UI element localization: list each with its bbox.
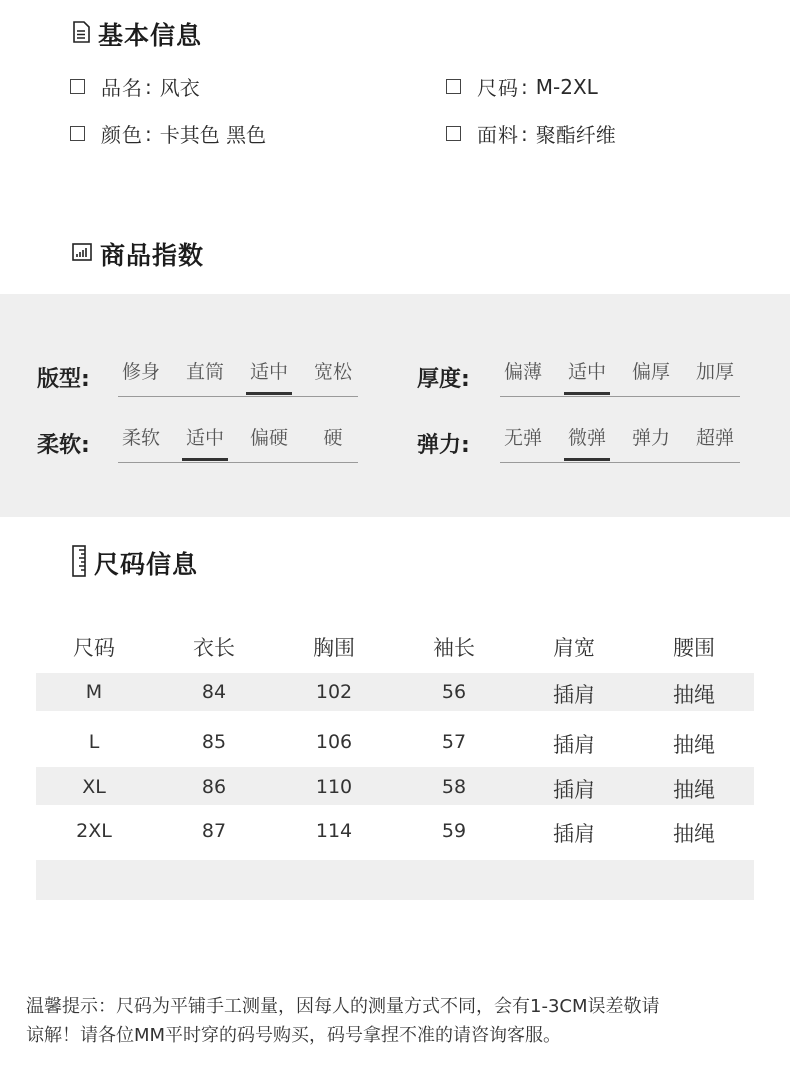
index-options-elasticity: [500, 424, 740, 463]
index-option: 无弹: [503, 427, 542, 449]
bar-chart-icon: [72, 242, 92, 266]
table-cell: M: [85, 681, 103, 703]
index-options-fit: [118, 358, 358, 397]
info-item-size: 尺码 : M-2XL: [446, 72, 598, 101]
ruler-icon: [72, 545, 86, 581]
table-row-bg: [36, 860, 754, 900]
info-value: 聚酯纤维: [535, 123, 616, 147]
index-option-selected: 适中: [182, 424, 228, 452]
info-value: M-2XL: [535, 74, 598, 99]
table-cell: 56: [441, 681, 467, 703]
info-item-color: 颜色 : 卡其色 黑色: [70, 119, 266, 148]
info-key: 尺码: [477, 76, 519, 100]
table-cell: L: [88, 731, 100, 753]
info-key: 面料: [477, 123, 519, 147]
table-cell: 抽绳: [673, 683, 715, 707]
size-note-line-1: 温馨提示：尺码为平铺手工测量，因每人的测量方式不同，会有1-3CM误差敬请: [26, 996, 660, 1017]
table-cell: 插肩: [553, 683, 595, 707]
index-option: 宽松: [313, 361, 352, 383]
index-option: 弹力: [631, 427, 670, 449]
index-option: 超弹: [695, 427, 734, 449]
size-header: [72, 545, 198, 581]
size-col-header: 腰围: [673, 636, 715, 660]
index-option: 直筒: [185, 361, 224, 383]
index-label-fit: 版型:: [37, 367, 90, 392]
document-icon: [72, 21, 90, 47]
info-item-fabric: 面料 : 聚酯纤维: [446, 119, 616, 148]
size-col-header: 肩宽: [553, 636, 595, 660]
index-option: 柔软: [121, 427, 160, 449]
checkbox-icon: [446, 79, 461, 94]
basic-info-title: 基本信息: [98, 21, 203, 50]
checkbox-icon: [70, 126, 85, 141]
table-cell: 86: [201, 776, 227, 798]
index-option-selected: 适中: [564, 358, 610, 386]
table-cell: 87: [201, 820, 227, 842]
table-cell: 插肩: [553, 778, 595, 802]
index-option-selected: 适中: [246, 358, 292, 386]
index-label-elasticity: 弹力:: [417, 433, 470, 458]
index-band: [0, 294, 790, 517]
table-cell: 抽绳: [673, 778, 715, 802]
table-cell: XL: [82, 776, 106, 798]
checkbox-icon: [70, 79, 85, 94]
size-col-header: 胸围: [313, 636, 355, 660]
table-cell: 插肩: [553, 822, 595, 846]
table-cell: 102: [315, 681, 353, 703]
index-option: 硬: [323, 427, 343, 449]
info-item-name: 品名 : 风衣: [70, 72, 200, 101]
table-cell: 110: [315, 776, 353, 798]
table-cell: 59: [441, 820, 467, 842]
table-cell: 抽绳: [673, 822, 715, 846]
index-option: 偏厚: [631, 361, 670, 383]
basic-info-header: [72, 16, 202, 52]
table-cell: 84: [201, 681, 227, 703]
index-label-softness: 柔软:: [37, 433, 90, 458]
info-key: 品名: [101, 76, 143, 100]
size-title: 尺码信息: [94, 550, 199, 579]
info-key: 颜色: [101, 123, 143, 147]
size-note: [26, 992, 766, 1050]
table-cell: 85: [201, 731, 227, 753]
table-cell: 2XL: [76, 820, 112, 842]
index-options-thickness: [500, 358, 740, 397]
checkbox-icon: [446, 126, 461, 141]
table-cell: 114: [315, 820, 353, 842]
size-col-header: 衣长: [193, 636, 235, 660]
index-title: 商品指数: [100, 241, 205, 270]
index-option: 加厚: [695, 361, 734, 383]
index-option: 偏薄: [503, 361, 542, 383]
index-option: 修身: [121, 361, 160, 383]
table-cell: 106: [315, 731, 353, 753]
index-header: [72, 236, 204, 272]
index-option-selected: 微弹: [564, 424, 610, 452]
table-cell: 57: [441, 731, 467, 753]
size-col-header: 尺码: [73, 636, 115, 660]
index-option: 偏硬: [249, 427, 288, 449]
info-value: 风衣: [159, 76, 200, 100]
table-cell: 插肩: [553, 733, 595, 757]
index-label-thickness: 厚度:: [417, 367, 470, 392]
table-cell: 抽绳: [673, 733, 715, 757]
size-col-header: 袖长: [433, 636, 475, 660]
info-value: 卡其色 黑色: [159, 123, 267, 147]
table-cell: 58: [441, 776, 467, 798]
index-options-softness: [118, 424, 358, 463]
size-note-line-2: 谅解！请各位MM平时穿的码号购买，码号拿捏不准的请咨询客服。: [26, 1025, 562, 1046]
